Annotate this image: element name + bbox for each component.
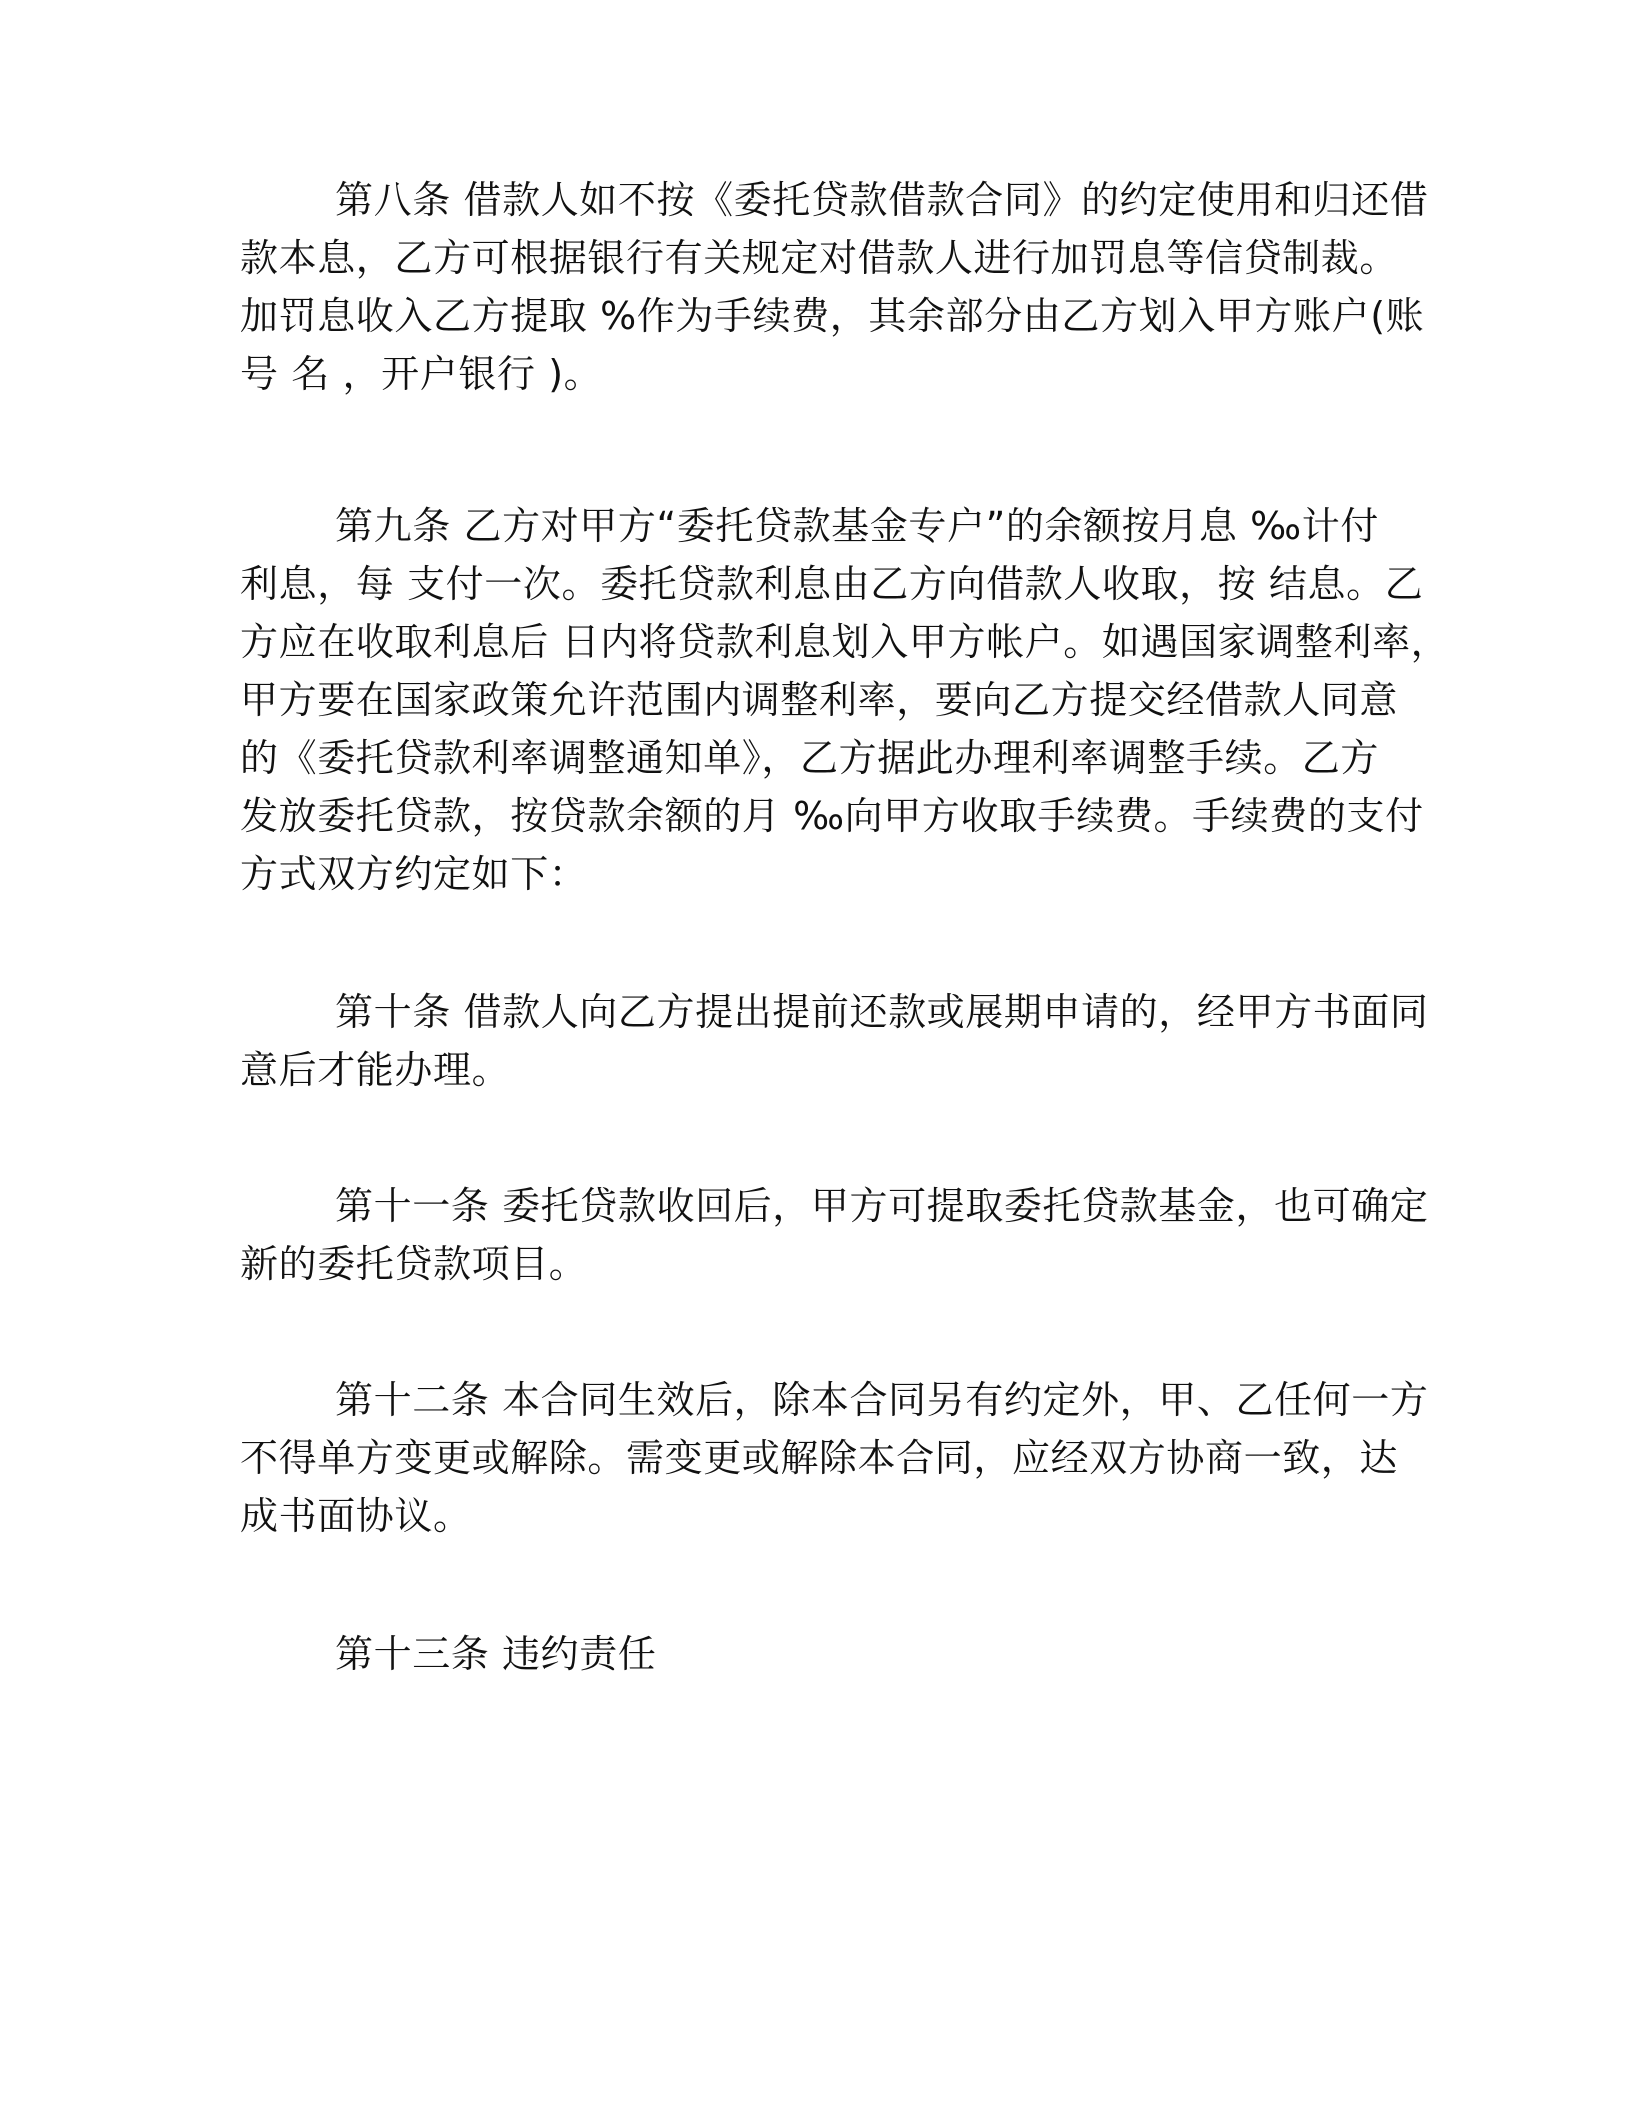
article-9-line-3: 方应在收取利息后 日内将贷款利息划入甲方帐户。如遇国家调整利率， xyxy=(240,620,1450,664)
article-9-line-7: 方式双方约定如下： xyxy=(240,852,588,896)
article-8-line-1: 第八条 借款人如不按《委托贷款借款合同》的约定使用和归还借 xyxy=(335,178,1429,222)
article-12-line-1: 第十二条 本合同生效后，除本合同另有约定外，甲、乙任何一方 xyxy=(335,1378,1429,1422)
article-11-line-2: 新的委托贷款项目。 xyxy=(240,1242,588,1286)
article-8-line-2: 款本息，乙方可根据银行有关规定对借款人进行加罚息等信贷制裁。 xyxy=(240,236,1399,280)
article-8-line-3: 加罚息收入乙方提取 %作为手续费，其余部分由乙方划入甲方账户(账 xyxy=(240,294,1425,338)
article-10-line-2: 意后才能办理。 xyxy=(240,1048,511,1092)
article-10-line-1: 第十条 借款人向乙方提出提前还款或展期申请的，经甲方书面同 xyxy=(335,990,1429,1034)
article-12-line-3: 成书面协议。 xyxy=(240,1494,472,1538)
article-13-line-1: 第十三条 违约责任 xyxy=(335,1632,657,1676)
article-11-line-1: 第十一条 委托贷款收回后，甲方可提取委托贷款基金，也可确定 xyxy=(335,1184,1429,1228)
article-9-line-4: 甲方要在国家政策允许范围内调整利率，要向乙方提交经借款人同意 xyxy=(240,678,1399,722)
article-8-line-4: 号 名 ，开户银行 )。 xyxy=(240,352,603,396)
article-9-line-5: 的《委托贷款利率调整通知单》，乙方据此办理利率调整手续。乙方 xyxy=(240,736,1380,780)
article-12-line-2: 不得单方变更或解除。需变更或解除本合同，应经双方协商一致，达 xyxy=(240,1436,1399,1480)
article-9-line-1: 第九条 乙方对甲方“委托贷款基金专户”的余额按月息 ‰计付 xyxy=(335,504,1379,548)
article-9-line-6: 发放委托贷款，按贷款余额的月 ‰向甲方收取手续费。手续费的支付 xyxy=(240,794,1424,838)
article-9-line-2: 利息，每 支付一次。委托贷款利息由乙方向借款人收取，按 结息。乙 xyxy=(240,562,1424,606)
